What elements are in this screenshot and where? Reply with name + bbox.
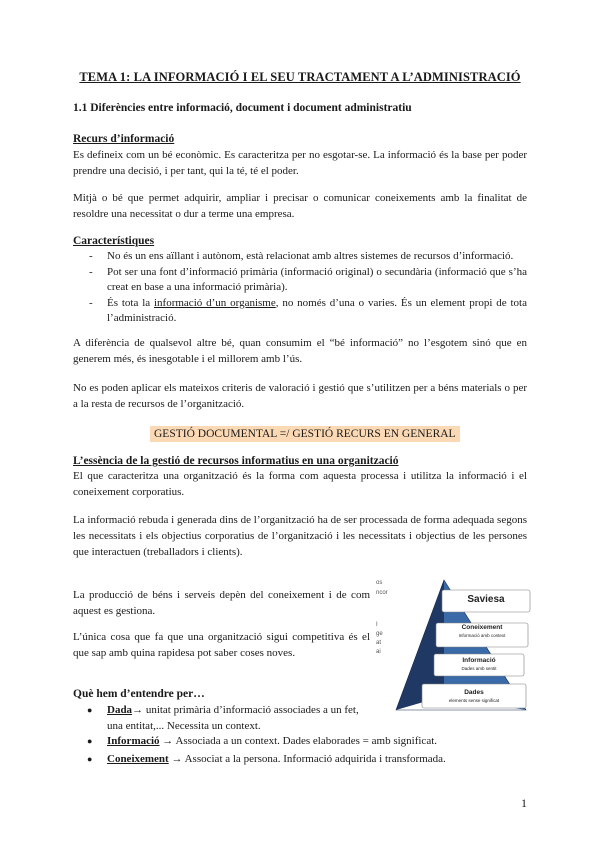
pyramid-label-informacio: Informació <box>462 657 496 664</box>
definitions-list <box>73 703 373 736</box>
diferencia-paragraph: A diferència de qualsevol altre bé, quan consumim el “bé informació” no l’esgotem sinó que en generem més, és inesgotable i el millorem amb l’ús. <box>73 337 527 365</box>
recurs-paragraph-1: Es defineix com un bé econòmic. Es caracteritza per no esgotar-se. La informació és la base per poder prendre una decisió, i per tant, qui la té, té el poder. <box>73 149 527 177</box>
section-heading: 1.1 Diferències entre informació, document i document administratiu <box>73 102 412 114</box>
pyramid-label-dades: Dades <box>464 689 484 696</box>
essencia-heading: L’essència de la gestió de recursos informatius en una organització <box>73 455 399 467</box>
essencia-paragraph-2: La informació rebuda i generada dins de l’organització ha de ser processada de forma adequada segons les necessitats i els objectius corporatius de l’organització i les necessitats i objectius de les persones que interactuen (treballadors i clients). <box>73 514 527 558</box>
term-coneixement: Coneixement <box>107 752 169 765</box>
list-item: ● Coneixement → Associat a la persona. Informació adquirida i transformada. <box>73 752 527 768</box>
caracteristiques-list <box>73 249 527 327</box>
recurs-paragraph-2: Mitjà o bé que permet adquirir, ampliar i precisar o comunicar coneixements amb la finalitat de resoldre una necessitat o dur a terme una empresa. <box>73 192 527 220</box>
side-fragment: at <box>376 640 382 646</box>
caracteristiques-heading: Característiques <box>73 235 155 247</box>
highlight-box <box>150 424 460 442</box>
pyramid-box-dades <box>422 684 526 708</box>
side-fragment: I <box>376 622 378 628</box>
pyramid-sub-dades: elements sense significat <box>448 698 500 703</box>
side-fragment: ncor <box>376 590 388 596</box>
list-item: ● Informació → Associada a un context. Dades elaborades = amb significat. <box>73 734 527 750</box>
criteris-paragraph: No es poden aplicar els mateixos criteris de valoració i gestió que s’utilitzen per a béns materials o per a la resta de recursos de l’organització. <box>73 382 527 410</box>
recurs-heading: Recurs d’informació <box>73 133 175 145</box>
definitions-list-2 <box>73 734 527 769</box>
list-item: ● Dada→ unitat primària d’informació associades a un fet, una entitat,... Necessita un context. <box>73 703 373 734</box>
pyramid-label-coneixement: Coneixement <box>461 624 503 631</box>
pyramid-label-saviesa: Saviesa <box>467 594 505 605</box>
term-informacio: Informació <box>107 735 160 747</box>
pyramid-sub-coneixement: Informació amb context <box>458 633 506 638</box>
entendre-heading: Què hem d’entendre per… <box>73 688 205 700</box>
produccio-paragraph: La producció de béns i serveis depèn del coneixement i de com aquest es gestiona. <box>73 589 370 617</box>
side-fragment: ai <box>376 649 381 655</box>
list-item: - No és un ens aïllant i autònom, està relacionat amb altres sistemes de recursos d’informació. <box>73 249 527 265</box>
highlight-text: GESTIÓ DOCUMENTAL =/ GESTIÓ RECURS EN GENERAL <box>150 426 460 442</box>
page-number: 1 <box>521 796 527 810</box>
side-fragment: ge <box>376 631 383 637</box>
list-item: - Pot ser una font d’informació primària (informació original) o secundària (informació que s’ha creat en base a una informació primària). <box>73 265 527 296</box>
unica-paragraph: L’única cosa que fa que una organització sigui competitiva és el que sap amb quina rapidesa pot saber coses noves. <box>73 631 370 659</box>
pyramid-sub-informacio: Dades amb sentit <box>461 666 497 671</box>
term-dada: Dada <box>107 704 133 716</box>
page-title: TEMA 1: LA INFORMACIÓ I EL SEU TRACTAMENT A L’ADMINISTRACIÓ <box>79 70 521 84</box>
essencia-paragraph-1: El que caracteritza una organització és la forma com aquesta processa i utilitza la informació i el coneixement corporatius. <box>73 470 527 498</box>
underlined-term: informació d’un organisme <box>153 296 276 309</box>
side-fragment: os <box>376 580 383 586</box>
list-item: - És tota la informació d’un organisme, no només d’una o varies. És un element propi de tota l’administració. <box>73 296 527 327</box>
